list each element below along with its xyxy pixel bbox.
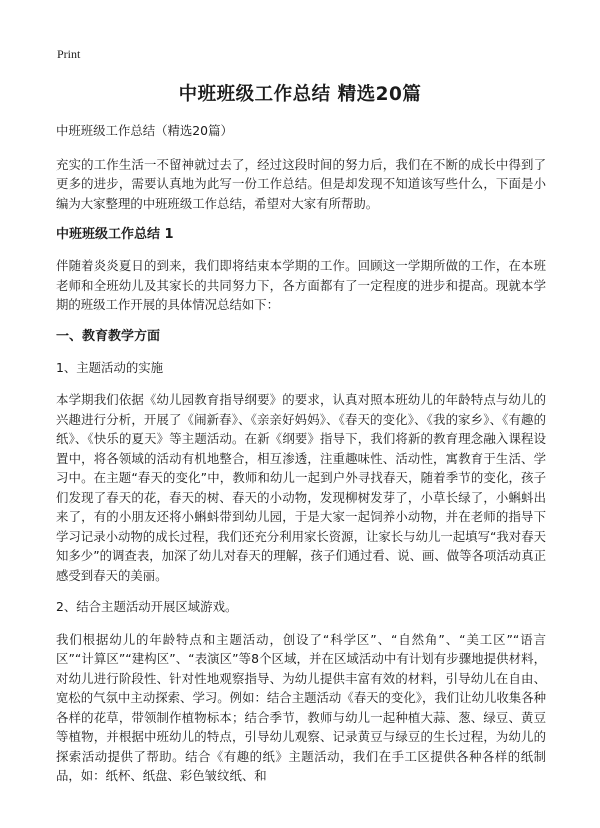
item-paragraph: 我们根据幼儿的年龄特点和主题活动，创设了“科学区”、“自然角”、“美工区”“语言区”“计算区”“建构区”、“表演区”等8个区域，并在区域活动中有计划有步骤地提供材料，对幼儿进行阶段性、针对性地观察指导、为幼儿提供丰富有效的材料，引导幼儿在自由、宽松的气氛中主动探索、学习。例如：结合主题活动《春天的变化》，我们让幼儿收集各种各样的花草，带领制作植物标本；结合季节，教师与幼儿一起种植大蒜、葱、绿豆、黄豆等植物，并根据中班幼儿的特点，引导幼儿观察、记录黄豆与绿豆的生长过程，为幼儿的探索活动提供了帮助。结合《有趣的纸》主题活动，我们在手工区提供各种各样的纸制品，如：纸杯、纸盘、彩色皱纹纸、和 <box>56 631 546 783</box>
document-title: 中班班级工作总结 精选20篇 <box>178 84 422 105</box>
document-subtitle: 中班班级工作总结（精选20篇） <box>56 123 233 138</box>
item-heading: 2、结合主题活动开展区域游戏。 <box>56 599 238 614</box>
section-lead-paragraph: 伴随着炎炎夏日的到来，我们即将结束本学期的工作。回顾这一学期所做的工作，在本班老师和全班幼儿及其家长的共同努力下，各方面都有了一定程度的进步和提高。现就本学期的班级工作开展的具体情况总结如下： <box>56 258 546 312</box>
document-body <box>56 121 546 798</box>
item-paragraph: 本学期我们依据《幼儿园教育指导纲要》的要求，认真对照本班幼儿的年龄特点与幼儿的兴趣进行分析，开展了《闹新春》、《亲亲好妈妈》、《春天的变化》、《我的家乡》、《有趣的纸》、《快乐的夏天》等主题活动。在新《纲要》指导下，我们将新的教育理念融入课程设置中，将各领域的活动有机地整合，相互渗透，注重趣味性、活动性，寓教育于生活、学习中。在主题“春天的变化”中，教师和幼儿一起到户外寻找春天，随着季节的变化，孩子们发现了春天的花，春天的树、春天的小动物，发现柳树发芽了，小草长绿了，小蝌蚪出来了，有的小朋友还将小蝌蚪带到幼儿园，于是大家一起饲养小动物，并在老师的指导下学习记录小动物的成长过程，我们还充分利用家长资源，让家长与幼儿一起填写“我对春天知多少”的调查表，加深了幼儿对春天的理解，孩子们通过看、说、画、做等各项活动真正感受到春天的美丽。 <box>56 392 546 583</box>
print-link[interactable]: Print <box>57 47 81 61</box>
intro-paragraph: 充实的工作生活一不留神就过去了，经过这段时间的努力后，我们在不断的成长中得到了更多的进步，需要认真地为此写一份工作总结。但是却发现不知道该写些什么，下面是小编为大家整理的中班班级工作总结，希望对大家有所帮助。 <box>56 156 546 211</box>
subsection-heading: 一、教育教学方面 <box>56 328 161 344</box>
section-heading: 中班班级工作总结 1 <box>56 227 174 242</box>
item-heading: 1、主题活动的实施 <box>56 359 164 375</box>
